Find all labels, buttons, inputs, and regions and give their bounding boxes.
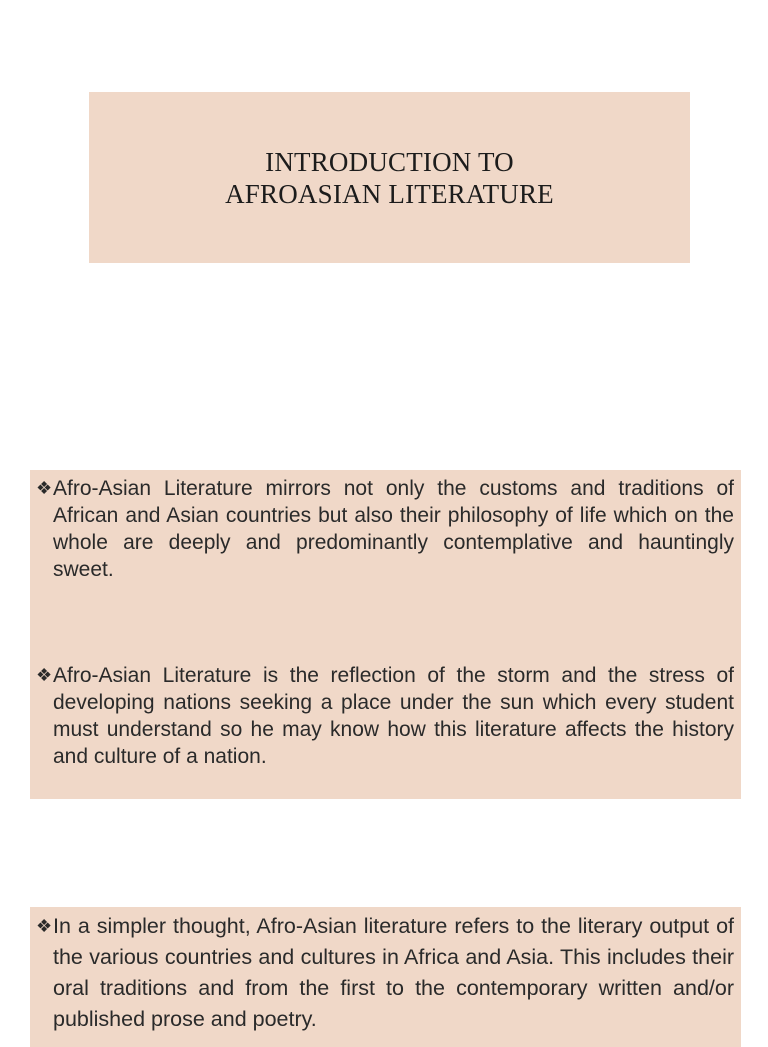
content-slide-1 [30, 470, 741, 799]
diamond-bullet-icon: ❖ [36, 665, 53, 685]
content-slide-2 [30, 907, 741, 1047]
diamond-bullet-icon: ❖ [36, 478, 53, 498]
title-slide [89, 92, 690, 263]
bullet-paragraph [36, 911, 734, 1035]
diamond-bullet-icon: ❖ [36, 916, 53, 936]
bullet-paragraph [36, 475, 734, 583]
slide-title-line-2: AFROASIAN LITERATURE [225, 178, 554, 209]
bullet-paragraph [36, 662, 734, 770]
bullet-text: Afro-Asian Literature mirrors not only the customs and traditions of African and Asian countries but also their philosophy of life which on the whole are deeply and predominantly contemplative and hauntingly sweet. [53, 477, 734, 581]
bullet-text: In a simpler thought, Afro-Asian literature refers to the literary output of the various countries and cultures in Africa and Asia. This includes their oral traditions and from the first to the contemporary written and/or published prose and poetry. [53, 914, 734, 1031]
bullet-text: Afro-Asian Literature is the reflection of the storm and the stress of developing nations seeking a place under the sun which every student must understand so he may know how this literature affects the history and culture of a nation. [53, 664, 734, 768]
slide-title-line-1: INTRODUCTION TO [265, 146, 514, 177]
